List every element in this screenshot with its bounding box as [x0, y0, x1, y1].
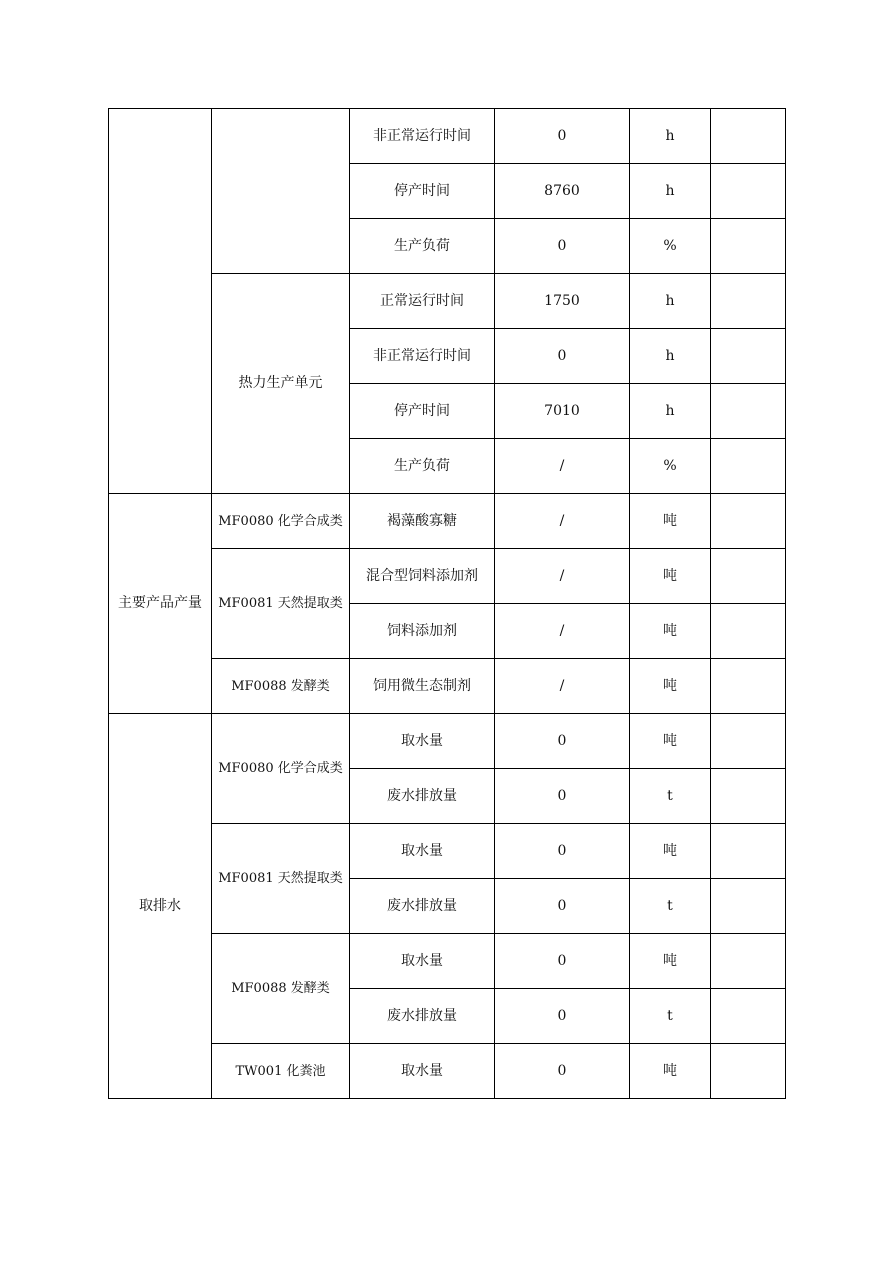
- unit-cell: MF0081 天然提取类: [212, 824, 350, 934]
- item-cell: 取水量: [350, 1044, 495, 1099]
- unit-cell: MF0088 发酵类: [212, 934, 350, 1044]
- table-row: [109, 109, 786, 164]
- item-cell: 褐藻酸寡糖: [350, 494, 495, 549]
- group-cell: 取排水: [109, 714, 212, 1099]
- item-cell: 生产负荷: [350, 219, 495, 274]
- value-cell: 1750: [495, 274, 630, 329]
- value-cell: 0: [495, 109, 630, 164]
- measure-unit-cell: 吨: [630, 494, 711, 549]
- unit-cell: MF0088 发酵类: [212, 659, 350, 714]
- measure-unit-cell: %: [630, 439, 711, 494]
- group-cell: [109, 109, 212, 494]
- item-cell: 非正常运行时间: [350, 329, 495, 384]
- group-cell: 主要产品产量: [109, 494, 212, 714]
- note-cell: [711, 604, 786, 659]
- measure-unit-cell: 吨: [630, 714, 711, 769]
- note-cell: [711, 109, 786, 164]
- table-row: [109, 494, 786, 549]
- value-cell: 0: [495, 219, 630, 274]
- measure-unit-cell: 吨: [630, 549, 711, 604]
- item-cell: 混合型饲料添加剂: [350, 549, 495, 604]
- note-cell: [711, 164, 786, 219]
- note-cell: [711, 1044, 786, 1099]
- value-cell: 0: [495, 824, 630, 879]
- unit-cell: TW001 化粪池: [212, 1044, 350, 1099]
- note-cell: [711, 769, 786, 824]
- measure-unit-cell: 吨: [630, 824, 711, 879]
- value-cell: 7010: [495, 384, 630, 439]
- item-cell: 废水排放量: [350, 879, 495, 934]
- measure-unit-cell: t: [630, 769, 711, 824]
- note-cell: [711, 439, 786, 494]
- value-cell: /: [495, 549, 630, 604]
- value-cell: /: [495, 439, 630, 494]
- value-cell: 0: [495, 329, 630, 384]
- measure-unit-cell: 吨: [630, 934, 711, 989]
- value-cell: 8760: [495, 164, 630, 219]
- unit-cell: MF0080 化学合成类: [212, 714, 350, 824]
- measure-unit-cell: h: [630, 329, 711, 384]
- value-cell: 0: [495, 769, 630, 824]
- value-cell: 0: [495, 934, 630, 989]
- measure-unit-cell: 吨: [630, 1044, 711, 1099]
- item-cell: 饲用微生态制剂: [350, 659, 495, 714]
- measure-unit-cell: h: [630, 109, 711, 164]
- item-cell: 正常运行时间: [350, 274, 495, 329]
- value-cell: 0: [495, 989, 630, 1044]
- value-cell: /: [495, 604, 630, 659]
- note-cell: [711, 934, 786, 989]
- unit-cell: [212, 109, 350, 274]
- note-cell: [711, 384, 786, 439]
- note-cell: [711, 714, 786, 769]
- note-cell: [711, 329, 786, 384]
- item-cell: 生产负荷: [350, 439, 495, 494]
- item-cell: 取水量: [350, 934, 495, 989]
- data-table: [108, 108, 786, 1099]
- measure-unit-cell: h: [630, 274, 711, 329]
- measure-unit-cell: t: [630, 989, 711, 1044]
- value-cell: /: [495, 659, 630, 714]
- note-cell: [711, 989, 786, 1044]
- note-cell: [711, 274, 786, 329]
- item-cell: 非正常运行时间: [350, 109, 495, 164]
- note-cell: [711, 494, 786, 549]
- item-cell: 停产时间: [350, 164, 495, 219]
- measure-unit-cell: h: [630, 164, 711, 219]
- unit-cell: MF0081 天然提取类: [212, 549, 350, 659]
- note-cell: [711, 824, 786, 879]
- item-cell: 饲料添加剂: [350, 604, 495, 659]
- note-cell: [711, 549, 786, 604]
- measure-unit-cell: 吨: [630, 604, 711, 659]
- measure-unit-cell: h: [630, 384, 711, 439]
- item-cell: 取水量: [350, 824, 495, 879]
- unit-cell: MF0080 化学合成类: [212, 494, 350, 549]
- value-cell: 0: [495, 714, 630, 769]
- note-cell: [711, 219, 786, 274]
- note-cell: [711, 879, 786, 934]
- measure-unit-cell: t: [630, 879, 711, 934]
- value-cell: /: [495, 494, 630, 549]
- item-cell: 取水量: [350, 714, 495, 769]
- table-row: [109, 714, 786, 769]
- measure-unit-cell: 吨: [630, 659, 711, 714]
- item-cell: 废水排放量: [350, 989, 495, 1044]
- value-cell: 0: [495, 1044, 630, 1099]
- item-cell: 废水排放量: [350, 769, 495, 824]
- item-cell: 停产时间: [350, 384, 495, 439]
- value-cell: 0: [495, 879, 630, 934]
- note-cell: [711, 659, 786, 714]
- unit-cell: 热力生产单元: [212, 274, 350, 494]
- measure-unit-cell: %: [630, 219, 711, 274]
